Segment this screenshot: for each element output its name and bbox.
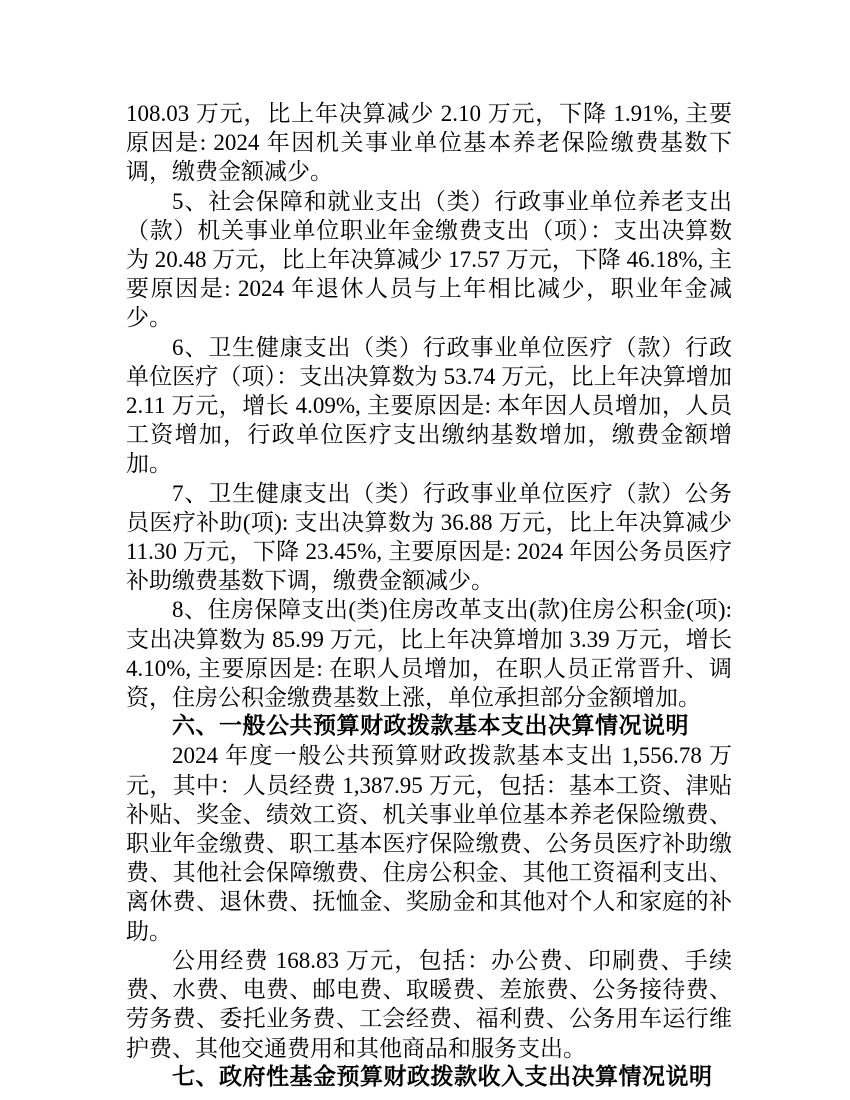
paragraph-item-6-admin-medical: 6、卫生健康支出（类）行政事业单位医疗（款）行政单位医疗（项）：支出决算数为 53.74 万元，比上年决算增加 2.11 万元，增长 4.09%, 主要原因是: 本年因人员增加，人员工资增加，行政单位医疗支出缴纳基数增加，缴费金额增加。 — [126, 334, 732, 477]
section-heading-6-basic-expenditure: 六、一般公共预算财政拨款基本支出决算情况说明 — [172, 713, 689, 740]
document-content — [126, 99, 732, 1092]
paragraph-item-8-housing-fund: 8、住房保障支出(类)住房改革支出(款)住房公积金(项): 支出决算数为 85.99 万元，比上年决算增加 3.39 万元，增长 4.10%, 主要原因是: 在职人员增加，在职人员正常晋升、调资，住房公积金缴费基数上涨，单位承担部分金额增加。 — [126, 597, 732, 711]
section-heading-7-government-fund-budget: 七、政府性基金预算财政拨款收入支出决算情况说明 — [172, 1063, 713, 1090]
paragraph-public-funds: 公用经费 168.83 万元，包括：办公费、印刷费、手续费、水费、电费、邮电费、取暖费、差旅费、公务接待费、劳务费、委托业务费、工会经费、福利费、公务用车运行维护费、其他交通费用和其他商品和服务支出。 — [126, 947, 732, 1061]
paragraph-continuation-pension-basic: 108.03 万元，比上年决算减少 2.10 万元，下降 1.91%, 主要原因是: 2024 年因机关事业单位基本养老保险缴费基数下调，缴费金额减少。 — [126, 101, 732, 185]
paragraph-item-7-civil-servant-medical-subsidy: 7、卫生健康支出（类）行政事业单位医疗（款）公务员医疗补助(项): 支出决算数为 36.88 万元，比上年决算减少 11.30 万元，下降 23.45%, 主要原因是: 2024 年因公务员医疗补助缴费基数下调，缴费金额减少。 — [126, 480, 732, 594]
paragraph-item-5-occupational-annuity: 5、社会保障和就业支出（类）行政事业单位养老支出（款）机关事业单位职业年金缴费支出（项）：支出决算数为 20.48 万元，比上年决算减少 17.57 万元，下降 46.18%, 主要原因是: 2024 年退休人员与上年相比减少，职业年金减少。 — [126, 188, 732, 331]
paragraph-personnel-funds: 2024 年度一般公共预算财政拨款基本支出 1,556.78 万元，其中：人员经费 1,387.95 万元，包括：基本工资、津贴补贴、奖金、绩效工资、机关事业单位基本养老保险缴费、职业年金缴费、职工基本医疗保险缴费、公务员医疗补助缴费、其他社会保障缴费、住房公积金、其他工资福利支出、离休费、退休费、抚恤金、奖励金和其他对个人和家庭的补助。 — [126, 743, 732, 944]
